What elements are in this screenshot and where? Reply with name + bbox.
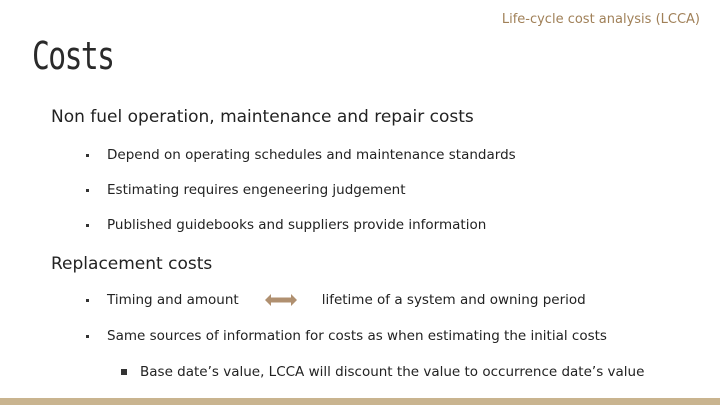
bullet-item	[86, 182, 406, 198]
slide-title: Costs	[32, 34, 114, 78]
bullet-text: Published guidebooks and suppliers provide information	[107, 217, 487, 233]
bullet-item	[86, 217, 486, 233]
bullet-text: Same sources of information for costs as when estimating the initial costs	[107, 328, 607, 344]
sub-bullet-item	[121, 364, 644, 380]
bullet-dot	[86, 299, 89, 302]
bullet-text-right: lifetime of a system and owning period	[321, 292, 586, 308]
bottom-accent-bar	[0, 398, 720, 405]
bullet-item	[86, 147, 516, 163]
bullet-dot	[86, 224, 89, 227]
square-bullet-icon	[121, 369, 127, 375]
section-heading-replacement: Replacement costs	[51, 254, 213, 274]
double-arrow-icon	[265, 294, 297, 306]
header-tag: Life-cycle cost analysis (LCCA)	[501, 12, 700, 27]
bullet-dot	[86, 189, 89, 192]
bullet-item	[86, 328, 607, 344]
section-heading-maintenance: Non fuel operation, maintenance and repair costs	[51, 107, 474, 127]
bullet-text-left: Timing and amount	[107, 292, 239, 308]
bullet-dot	[86, 154, 89, 157]
bullet-text: Depend on operating schedules and maintenance standards	[107, 147, 516, 163]
sub-bullet-text: Base date’s value, LCCA will discount the value to occurrence date’s value	[140, 364, 645, 380]
bullet-dot	[86, 335, 89, 338]
bullet-item	[86, 292, 586, 308]
bullet-text: Estimating requires engeneering judgement	[107, 182, 406, 198]
